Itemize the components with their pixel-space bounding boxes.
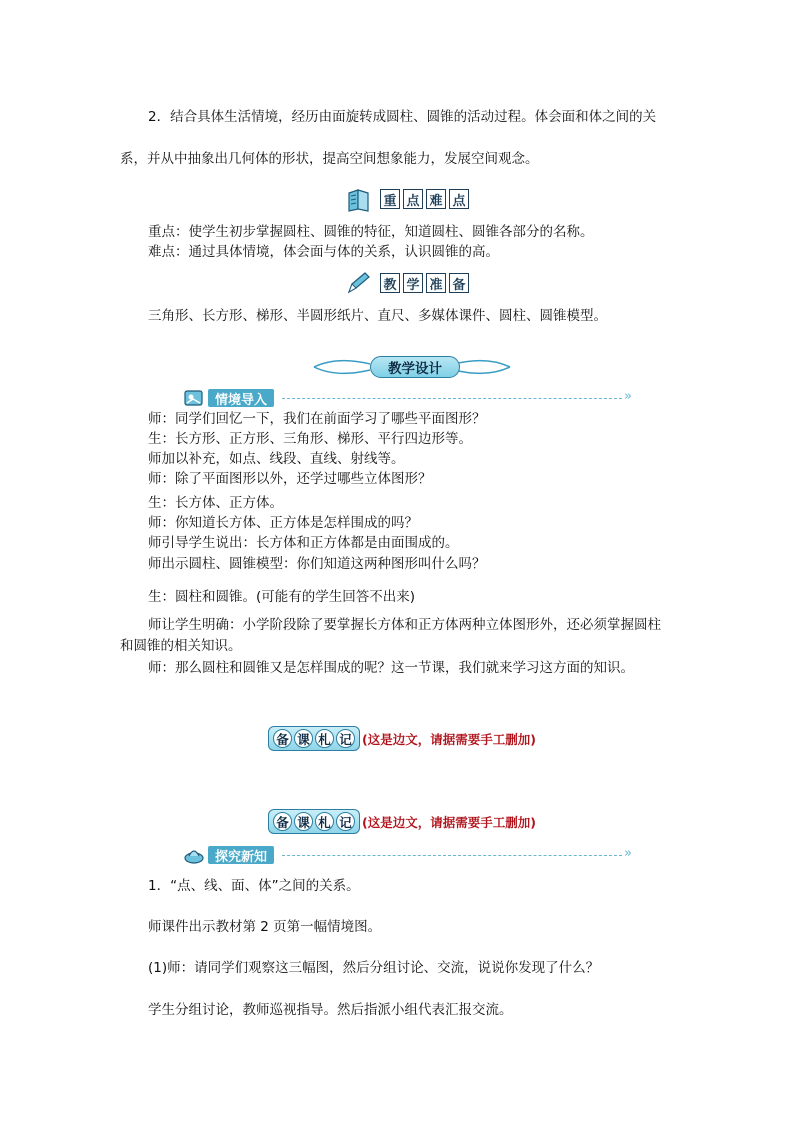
key-point-focus: 重点：使学生初步掌握圆柱、圆锥的特征，知道圆柱、圆锥各部分的名称。: [148, 224, 594, 240]
dialogue-line: 师：你知道长方体、正方体是怎样围成的吗？: [148, 515, 418, 531]
note-char: 札: [315, 812, 334, 831]
objective-line-1: 2．结合具体生活情境，经历由面旋转成圆柱、圆锥的活动过程。体会面和体之间的关: [148, 109, 657, 125]
header-tile: 准: [426, 273, 446, 293]
note-char: 札: [315, 729, 334, 748]
header-tile: 教: [380, 273, 400, 293]
pencil-icon: [346, 270, 372, 296]
key-point-difficulty: 难点：通过具体情境，体会面与体的关系，认识圆锥的高。: [148, 244, 499, 260]
preparation-header: [380, 273, 469, 293]
header-tile: 重: [380, 189, 400, 209]
preparation-text: 三角形、长方形、梯形、半圆形纸片、直尺、多媒体课件、圆柱、圆锥模型。: [148, 308, 607, 324]
dialogue-line: 师引导学生说出：长方体和正方体都是由面围成的。: [148, 535, 459, 551]
dialogue-clarify-2: 和圆锥的相关知识。: [120, 638, 242, 654]
explore-icon: [182, 843, 206, 867]
dialogue-line: 师出示圆柱、圆锥模型：你们知道这两种图形叫什么吗？: [148, 556, 486, 572]
note-char: 课: [294, 729, 313, 748]
explore-label: 探究新知: [208, 846, 274, 864]
header-tile: 点: [449, 189, 469, 209]
dashed-divider: [282, 398, 622, 399]
lesson-notes-remark: (这是边文，请据需要手工删加): [362, 731, 536, 747]
header-tile: 难: [426, 189, 446, 209]
lesson-notes-remark: (这是边文，请据需要手工删加): [362, 814, 536, 830]
explore-item: 师课件出示教材第 2 页第一幅情境图。: [148, 919, 382, 935]
header-tile: 点: [403, 189, 423, 209]
explore-item: 学生分组讨论，教师巡视指导。然后指派小组代表汇报交流。: [148, 1002, 513, 1018]
lesson-notes-title: [268, 726, 360, 751]
design-title: 教学设计: [370, 356, 460, 378]
lesson-notes-banner: [268, 726, 536, 751]
objective-line-2: 系，并从中抽象出几何体的形状，提高空间想象能力，发展空间观念。: [120, 151, 539, 167]
note-char: 备: [273, 812, 292, 831]
dashed-divider: [282, 855, 622, 856]
dialogue-line: 生：长方体、正方体。: [148, 495, 283, 511]
dialogue-answer: 生：圆柱和圆锥。(可能有的学生回答不出来): [148, 589, 416, 605]
double-chevron-icon: »: [624, 846, 632, 861]
header-tile: 备: [449, 273, 469, 293]
dialogue-closing: 师：那么圆柱和圆锥又是怎样围成的呢？这一节课，我们就来学习这方面的知识。: [148, 660, 634, 676]
note-char: 记: [336, 812, 355, 831]
scene-icon: [182, 386, 206, 410]
explore-item: 1．“点、线、面、体”之间的关系。: [148, 878, 360, 894]
dialogue-line: 师：同学们回忆一下，我们在前面学习了哪些平面图形？: [148, 411, 486, 427]
header-tile: 学: [403, 273, 423, 293]
note-char: 课: [294, 812, 313, 831]
situation-label: 情境导入: [208, 389, 274, 407]
lesson-notes-banner: [268, 809, 536, 834]
book-icon: [346, 187, 372, 213]
explore-item: (1)师：请同学们观察这三幅图，然后分组讨论、交流，说说你发现了什么？: [148, 960, 600, 976]
note-char: 备: [273, 729, 292, 748]
dialogue-line: 师加以补充，如点、线段、直线、射线等。: [148, 451, 405, 467]
dialogue-line: 生：长方形、正方形、三角形、梯形、平行四边形等。: [148, 431, 472, 447]
key-points-header: [380, 189, 469, 209]
dialogue-line: 师：除了平面图形以外，还学过哪些立体图形？: [148, 471, 432, 487]
note-char: 记: [336, 729, 355, 748]
double-chevron-icon: »: [624, 389, 632, 404]
lesson-notes-title: [268, 809, 360, 834]
dialogue-clarify-1: 师让学生明确：小学阶段除了要掌握长方体和正方体两种立体图形外，还必须掌握圆柱: [148, 617, 661, 633]
